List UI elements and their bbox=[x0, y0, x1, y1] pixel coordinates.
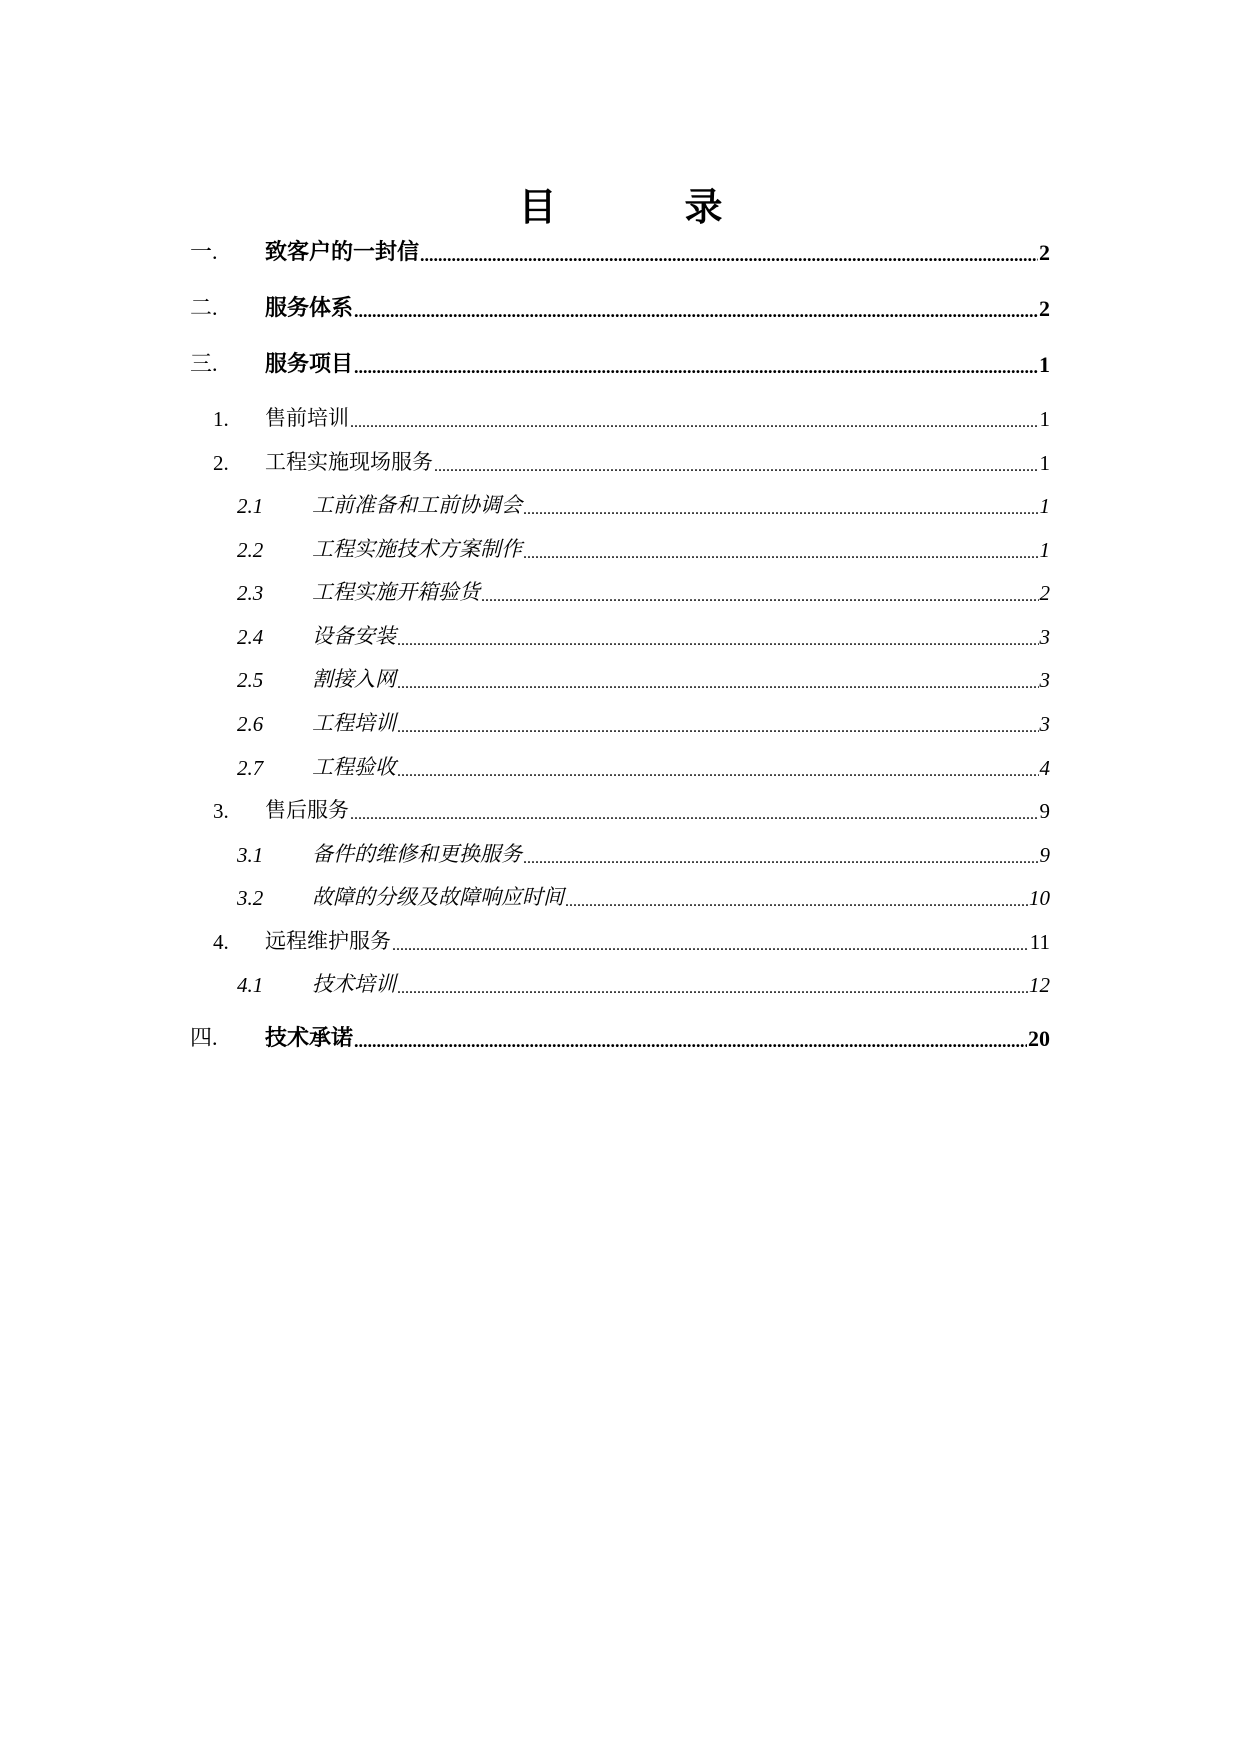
toc-entry-18[interactable] bbox=[190, 1020, 1050, 1052]
toc-entry-number: 4.1 bbox=[237, 973, 264, 997]
toc-entry-number: 2. bbox=[213, 451, 229, 475]
dot-leader bbox=[354, 356, 1038, 378]
dot-leader bbox=[565, 889, 1028, 911]
dot-leader bbox=[523, 541, 1039, 563]
dot-leader bbox=[354, 300, 1038, 322]
toc-entry-title: 技术培训 bbox=[312, 972, 396, 996]
toc-entry-9[interactable] bbox=[190, 618, 1050, 650]
toc-entry-page: 4 bbox=[1039, 756, 1050, 780]
dot-leader bbox=[350, 802, 1039, 824]
dot-leader bbox=[354, 1030, 1027, 1052]
toc-entry-1[interactable] bbox=[190, 234, 1050, 266]
toc-entry-title: 工程实施现场服务 bbox=[265, 450, 433, 474]
dot-leader bbox=[397, 671, 1039, 693]
toc-entry-title: 服务项目 bbox=[265, 351, 354, 376]
toc-entry-13[interactable] bbox=[190, 792, 1050, 824]
toc-entry-number: 3.1 bbox=[237, 843, 264, 867]
toc-entry-title: 售后服务 bbox=[265, 798, 349, 822]
toc-entry-7[interactable] bbox=[190, 531, 1050, 563]
toc-entry-page: 1 bbox=[1039, 352, 1050, 377]
toc-entry-title: 工程培训 bbox=[312, 711, 396, 735]
toc-entry-page: 9 bbox=[1039, 799, 1050, 823]
toc-entry-6[interactable] bbox=[190, 487, 1050, 519]
toc-entry-title: 备件的维修和更换服务 bbox=[312, 842, 522, 866]
toc-entry-number: 四. bbox=[190, 1025, 218, 1050]
toc-entry-number: 2.1 bbox=[237, 494, 264, 518]
toc-entry-page: 9 bbox=[1039, 843, 1050, 867]
toc-entry-8[interactable] bbox=[190, 574, 1050, 606]
dot-leader bbox=[397, 715, 1039, 737]
toc-entry-page: 3 bbox=[1039, 668, 1050, 692]
dot-leader bbox=[481, 584, 1039, 606]
toc-entry-number: 4. bbox=[213, 930, 229, 954]
toc-entry-title: 技术承诺 bbox=[265, 1025, 354, 1050]
toc-entry-number: 2.3 bbox=[237, 581, 264, 605]
dot-leader bbox=[434, 454, 1039, 476]
toc-entry-page: 2 bbox=[1039, 581, 1050, 605]
toc-entry-page: 2 bbox=[1039, 296, 1050, 321]
toc-entry-page: 1 bbox=[1039, 538, 1050, 562]
toc-entry-title: 工程验收 bbox=[312, 755, 396, 779]
toc-title-char-2: 录 bbox=[684, 187, 723, 229]
dot-leader bbox=[523, 846, 1039, 868]
dot-leader bbox=[350, 410, 1039, 432]
toc-entry-title: 工程实施开箱验货 bbox=[312, 580, 480, 604]
toc-entry-number: 2.2 bbox=[237, 538, 264, 562]
toc-title bbox=[0, 186, 1241, 230]
toc-entry-page: 3 bbox=[1039, 625, 1050, 649]
toc-entry-number: 三. bbox=[190, 351, 218, 376]
toc-entry-page: 2 bbox=[1039, 240, 1050, 265]
toc-entry-2[interactable] bbox=[190, 290, 1050, 322]
toc-entry-4[interactable] bbox=[190, 400, 1050, 432]
toc-entry-17[interactable] bbox=[190, 966, 1050, 998]
toc-entry-number: 3. bbox=[213, 799, 229, 823]
toc-entry-number: 1. bbox=[213, 407, 229, 431]
toc-entry-16[interactable] bbox=[190, 923, 1050, 955]
toc-entry-title: 设备安装 bbox=[312, 624, 396, 648]
dot-leader bbox=[523, 497, 1039, 519]
dot-leader bbox=[397, 976, 1028, 998]
toc-entry-15[interactable] bbox=[190, 879, 1050, 911]
dot-leader bbox=[420, 244, 1038, 266]
toc-entry-number: 2.4 bbox=[237, 625, 264, 649]
toc-entry-title: 工前准备和工前协调会 bbox=[312, 493, 522, 517]
toc-entry-11[interactable] bbox=[190, 705, 1050, 737]
toc-entry-title: 故障的分级及故障响应时间 bbox=[312, 885, 564, 909]
toc-entry-title: 远程维护服务 bbox=[265, 929, 391, 953]
toc-entry-page: 1 bbox=[1039, 494, 1050, 518]
toc-entry-number: 2.5 bbox=[237, 668, 264, 692]
toc-entry-page: 20 bbox=[1028, 1026, 1050, 1051]
toc-entry-number: 2.6 bbox=[237, 712, 264, 736]
toc-entry-page: 11 bbox=[1029, 930, 1050, 954]
toc-entry-5[interactable] bbox=[190, 444, 1050, 476]
toc-entry-page: 10 bbox=[1029, 886, 1050, 910]
toc-title-char-1: 目 bbox=[518, 187, 557, 229]
toc-entry-title: 割接入网 bbox=[312, 667, 396, 691]
toc-entry-number: 二. bbox=[190, 295, 218, 320]
toc-entry-10[interactable] bbox=[190, 661, 1050, 693]
dot-leader bbox=[397, 759, 1039, 781]
toc-entry-title: 工程实施技术方案制作 bbox=[312, 537, 522, 561]
toc-entry-number: 2.7 bbox=[237, 756, 264, 780]
toc-entry-14[interactable] bbox=[190, 836, 1050, 868]
toc-entry-title: 售前培训 bbox=[265, 406, 349, 430]
toc-entry-3[interactable] bbox=[190, 346, 1050, 378]
toc-entry-title: 服务体系 bbox=[265, 295, 354, 320]
toc-entry-number: 一. bbox=[190, 239, 218, 264]
toc-entry-number: 3.2 bbox=[237, 886, 264, 910]
dot-leader bbox=[397, 628, 1039, 650]
toc-entry-12[interactable] bbox=[190, 749, 1050, 781]
toc-entry-page: 3 bbox=[1039, 712, 1050, 736]
toc-entry-page: 1 bbox=[1039, 451, 1050, 475]
dot-leader bbox=[392, 933, 1029, 955]
toc-entry-title: 致客户的一封信 bbox=[265, 239, 420, 264]
toc-entry-page: 12 bbox=[1029, 973, 1050, 997]
toc-entry-page: 1 bbox=[1039, 407, 1050, 431]
